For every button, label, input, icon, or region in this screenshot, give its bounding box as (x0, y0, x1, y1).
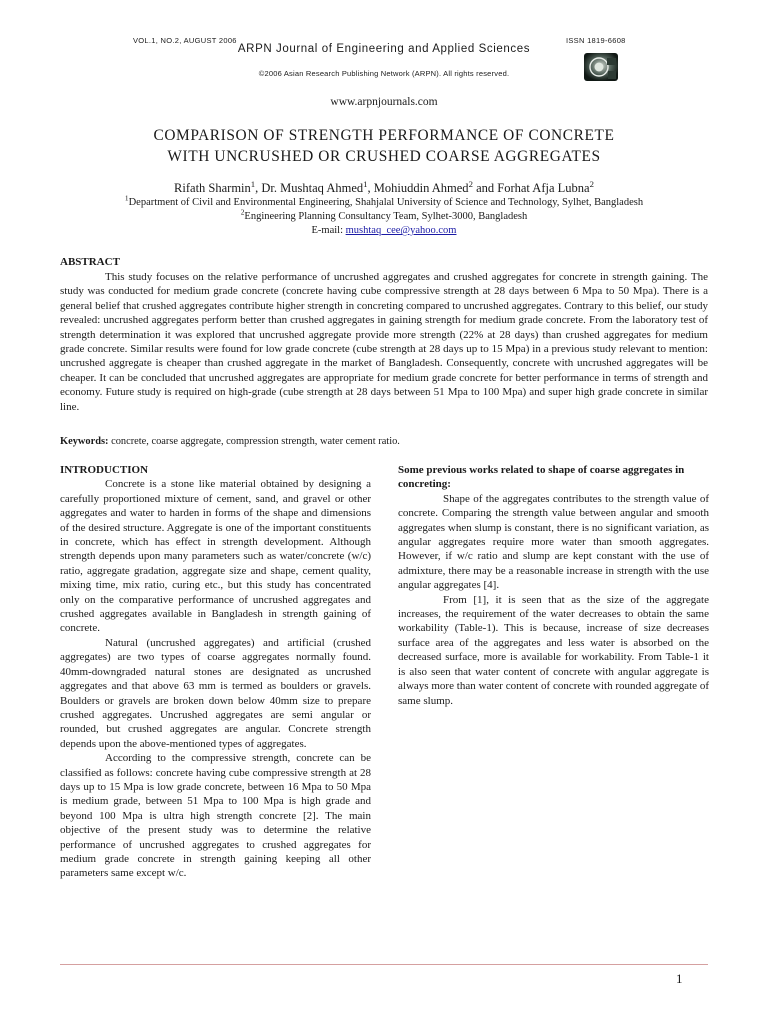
email-label: E-mail: (311, 225, 346, 236)
journal-volume: VOL.1, NO.2, AUGUST 2006 (133, 36, 237, 45)
previous-works-section (398, 463, 709, 708)
email-link[interactable]: mushtaq_cee@yahoo.com (345, 225, 457, 236)
author-2: , Dr. Mushtaq Ahmed (255, 181, 364, 195)
title-line-2: WITH UNCRUSHED OR CRUSHED COARSE AGGREGATES (167, 148, 601, 165)
introduction-paragraph-3: According to the compressive strength, concrete can be classified as follows: concrete having cube compressive strength at 28 days up to 15 Mpa is low grade concrete, between 16 Mpa to 50 Mpa is medium grade, between 51 Mpa to 100 Mpa is high grade and beyond 100 Mpa is ultra high strength concrete [2]. The main objective of the present study was to determine the relative performance of uncrushed aggregates to crushed aggregates for medium grade concrete in strength gaining keeping all other parameters same except w/c. (60, 752, 371, 880)
affiliation-2 (60, 207, 708, 223)
title-line-1: COMPARISON OF STRENGTH PERFORMANCE OF CONCRETE (153, 127, 615, 144)
introduction-section (60, 463, 371, 881)
introduction-paragraph-1: Concrete is a stone like material obtained by designing a carefully proportioned mixture of cement, sand, and gravel or other aggregates and water to harden in forms of the shape and dimensions of the desired structure. Aggregate is one of the important constituents in concrete, which has effect in strength development. Although strength depends upon many parameters such as water/concrete (w/c) ratio, aggregate gradation, aggregate size and shape, cement quality, mixing time, mix ratio, curing etc., but this study has concentrated only on the comparative performance of uncrushed aggregates and crushed aggregates available in Bangladesh in strength gaining of concrete. (60, 478, 371, 635)
keywords-text: concrete, coarse aggregate, compression strength, water cement ratio. (108, 436, 400, 447)
author-list (60, 178, 708, 196)
previous-works-heading: Some previous works related to shape of coarse aggregates in concreting: (398, 464, 685, 491)
author-3-affil: 2 (468, 178, 473, 189)
author-1: Rifath Sharmin (174, 181, 251, 195)
journal-website[interactable]: www.arpnjournals.com (330, 96, 438, 108)
page-number: 1 (676, 971, 683, 986)
author-4: and Forhat Afja Lubna (472, 181, 590, 195)
author-1-affil: 1 (250, 178, 256, 189)
author-4-affil: 2 (589, 178, 594, 189)
affiliation-1 (60, 193, 708, 209)
abstract-heading: ABSTRACT (60, 256, 120, 268)
paper-title (60, 125, 708, 167)
contact-email (60, 224, 708, 237)
introduction-paragraph-2: Natural (uncrushed aggregates) and artificial (crushed aggregates) are two types of coarse aggregates normally found. 40mm-downgraded natural stones are designated as uncrushed aggregates and that above 63 mm is termed as boulders or gravels. Boulders or gravels are broken down below 40mm size to prepare crushed aggregates. Uncrushed aggregates are semi angular or rounded, but crushed aggregates are angular. Concrete strength depends upon the above-mentioned types of aggregates. (60, 636, 371, 750)
journal-issn: ISSN 1819-6608 (566, 36, 626, 45)
copyright-notice: ©2006 Asian Research Publishing Network (ARPN). All rights reserved. (258, 69, 510, 78)
footer-rule (60, 964, 708, 965)
affiliation-1-text: Department of Civil and Environmental Engineering, Shahjalal University of Science and Technology, Sylhet, Bangladesh (128, 197, 644, 208)
keywords-label: Keywords: (60, 436, 109, 447)
author-3: , Mohiuddin Ahmed (367, 181, 469, 195)
author-2-affil: 1 (363, 178, 368, 189)
keywords (60, 436, 708, 447)
affiliation-2-text: Engineering Planning Consultancy Team, Sylhet-3000, Bangladesh (244, 211, 528, 222)
previous-works-paragraph-2: From [1], it is seen that as the size of the aggregate increases, the requirement of the water decreases to obtain the same workability (Table-1). This is because, increase of size decreases surface area of the aggregates and less water is absorbed on the decreased surface, more is available for workability. From Table-1 it is also seen that water content of concrete with angular aggregate is always more than water content of concrete with rounded aggregate of same slump. (398, 593, 709, 707)
introduction-heading: INTRODUCTION (60, 464, 149, 476)
arpn-logo-icon (583, 52, 619, 82)
abstract-text: This study focuses on the relative performance of uncrushed aggregates and crushed aggregates for concrete in strength gaining. The study was conducted for medium grade concrete (concrete having cube compressive strength at 28 days between 6 Mpa to 50 Mpa). There is a general belief that crushed aggregates contribute higher strength in concreting compared to uncrushed aggregates. Contrary to this belief, our study revealed: uncrushed aggregates perform better than crushed aggregates in gaining strength for medium grade concrete. From the laboratory test of strength determination it was explored that uncrushed aggregate provide more strength (22% at 28 days) than crushed aggregates for medium grade concrete. Similar results were found for low grade concrete (cube strength at 28 days up to 15 Mpa) in a previous study relevant to mention: uncrushed aggregate is cheaper than crushed aggregate in the market of Bangladesh. Consequently, concrete with uncrushed aggregates will be cheaper. It can be concluded that uncrushed aggregates are appropriate for medium grade concrete for better performance in terms of strength and economy. Future study is required on high-grade (cube strength at 28 days between 51 Mpa to 100 Mpa) and super high grade concrete in similar line. (60, 271, 708, 413)
affiliation-1-marker: 1 (124, 193, 129, 203)
journal-name: ARPN Journal of Engineering and Applied Sciences (237, 43, 531, 55)
affiliation-2-marker: 2 (240, 207, 245, 217)
previous-works-paragraph-1: Shape of the aggregates contributes to the strength value of concrete. Comparing the strength value between angular and smooth aggregates when slump is constant, there is no significant variation, as angular aggregates require more water than smooth aggregates. However, if w/c ratio and slump are kept constant with the use of admixture, there may be a reasonable increase in strength with the use angular aggregates [4]. (398, 492, 709, 592)
